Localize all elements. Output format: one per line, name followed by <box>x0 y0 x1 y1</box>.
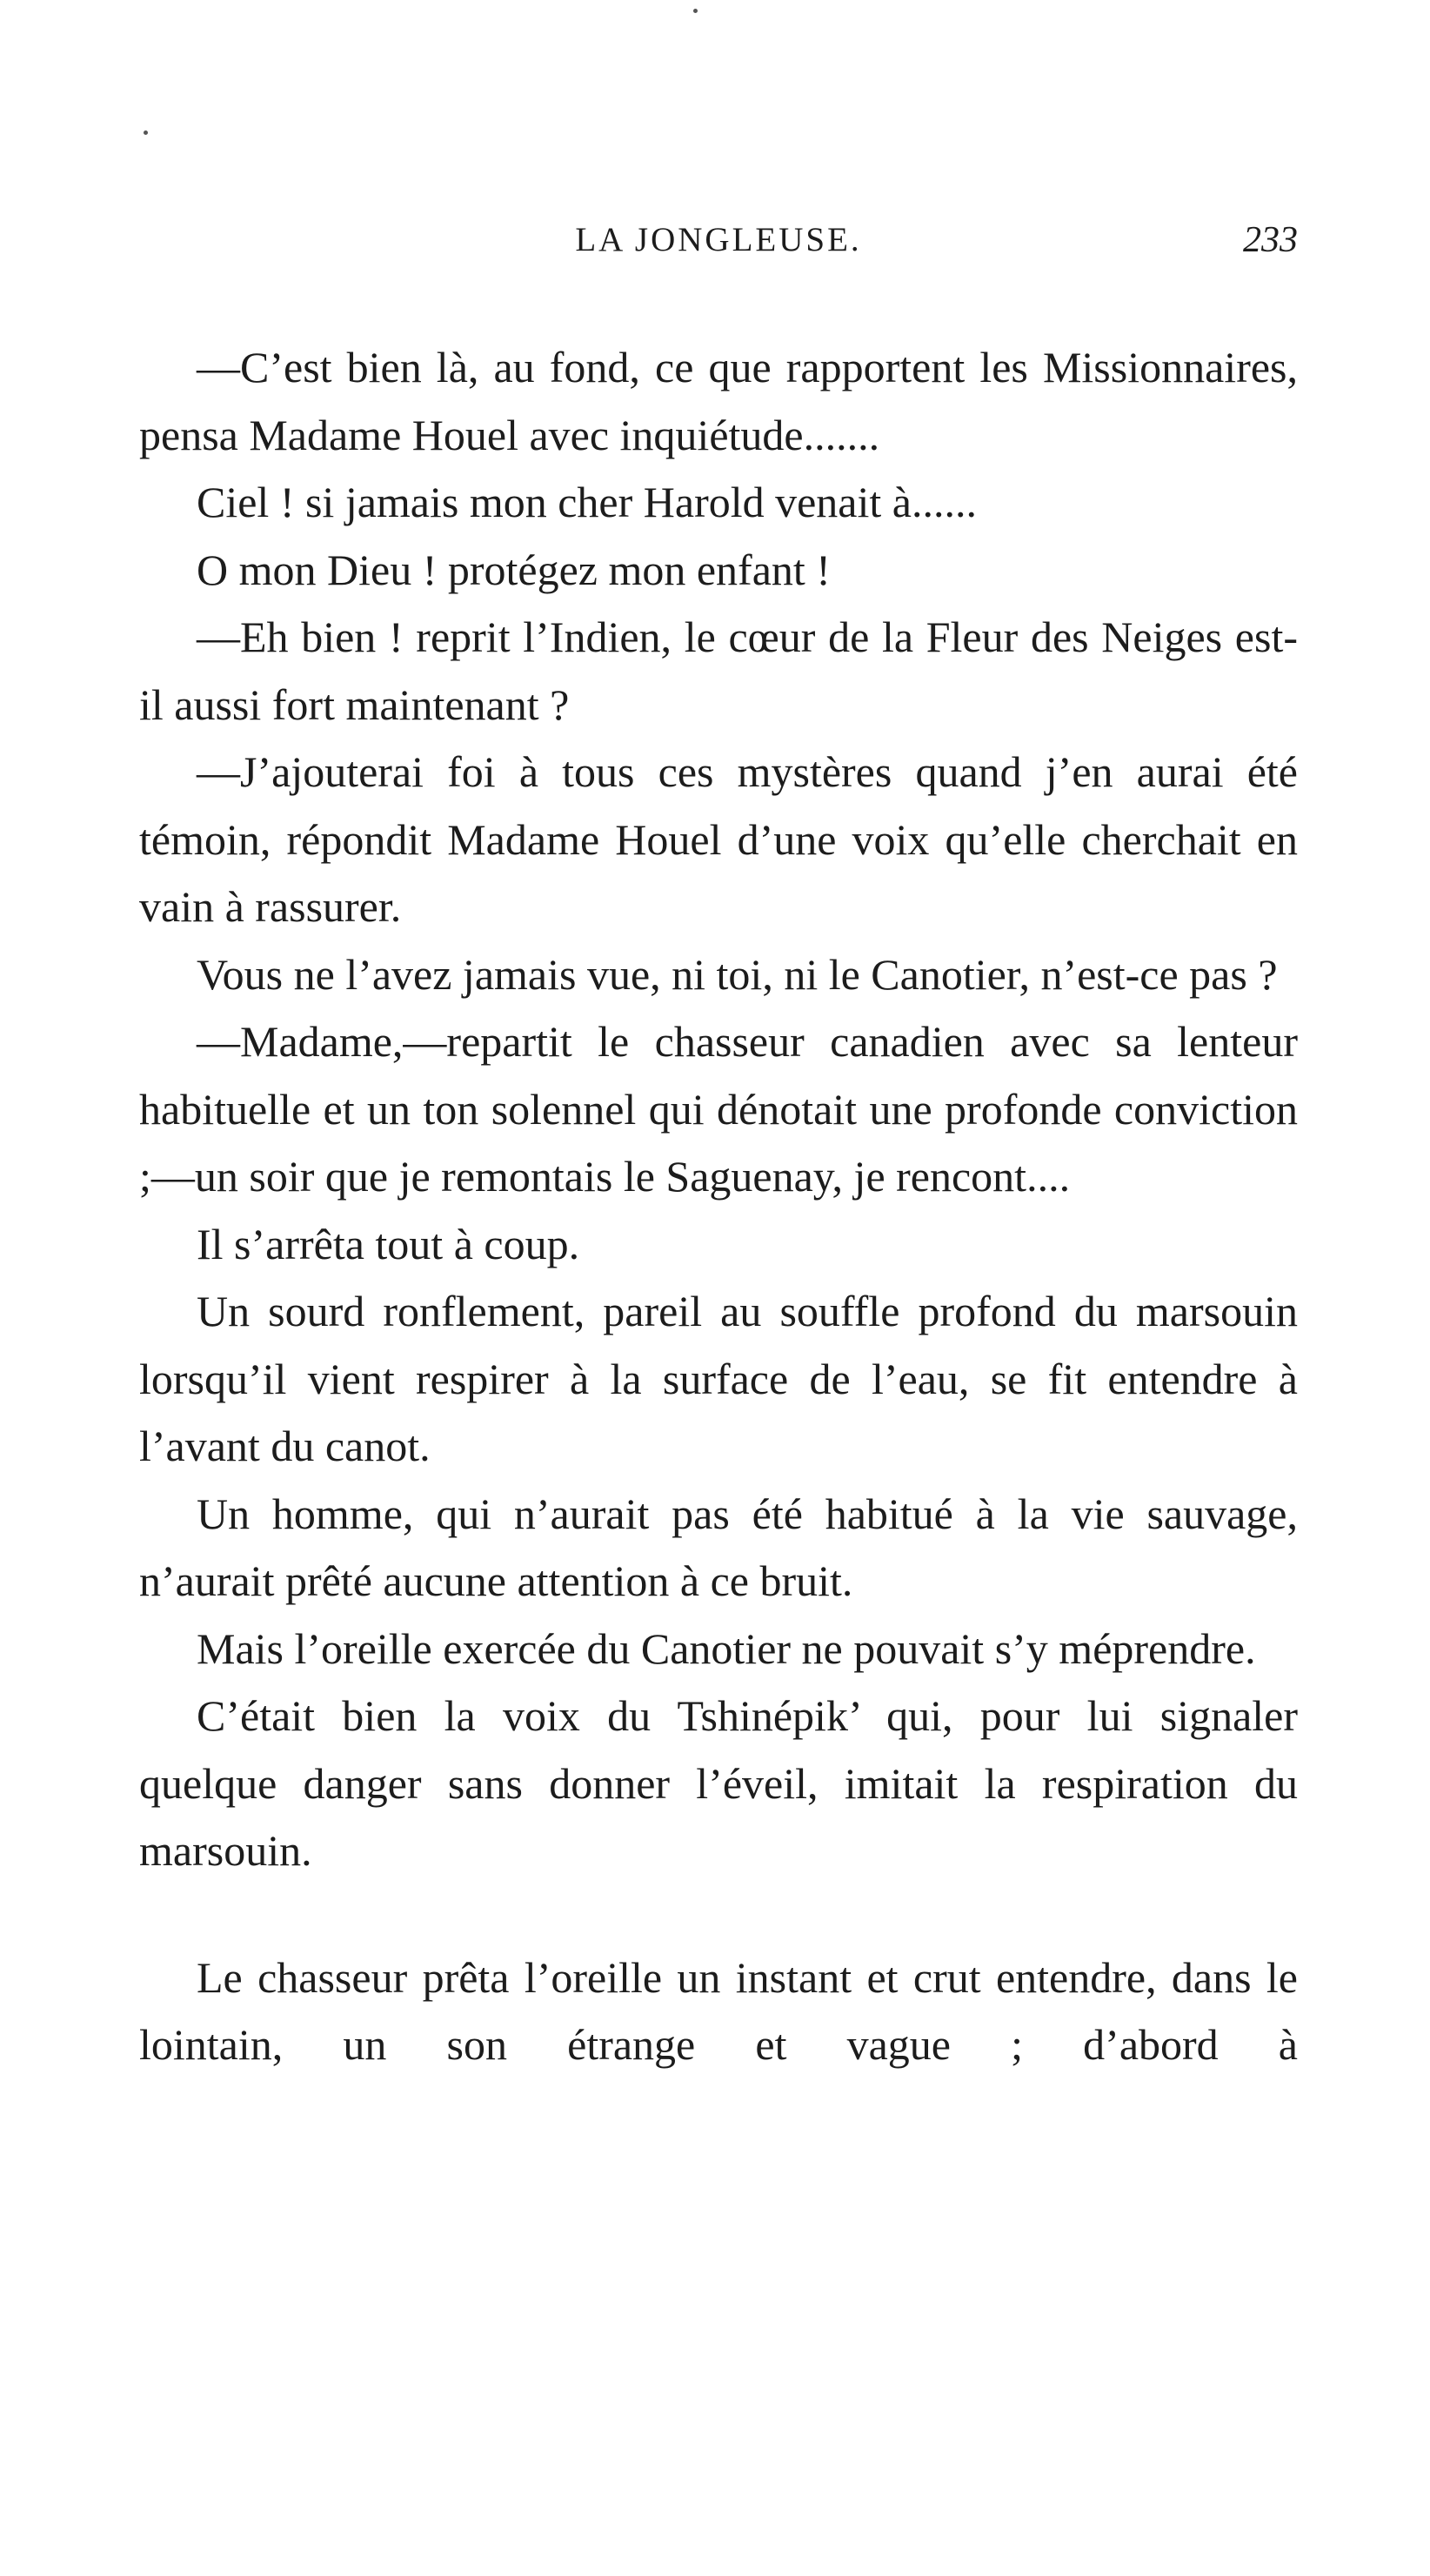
paragraph: Le chasseur prêta l’oreille un instant et crut entendre, dans le lointain, un son étrange et vague ; d’abord à <box>139 1952 1298 2069</box>
paragraph: —J’ajouterai foi à tous ces mystères quand j’en aurai été témoin, répondit Madame Houel d’une voix qu’elle cherchait en vain à rassurer. <box>139 747 1298 931</box>
paragraph: Il s’arrêta tout à coup. <box>197 1219 580 1268</box>
page-number: 233 <box>1243 220 1298 260</box>
paragraph: Vous ne l’avez jamais vue, ni toi, ni le Canotier, n’est-ce pas ? <box>197 949 1278 999</box>
paragraph: Ciel ! si jamais mon cher Harold venait à...... <box>197 478 977 526</box>
stray-mark <box>693 9 698 13</box>
stray-mark <box>144 130 148 135</box>
page-header <box>139 214 1298 266</box>
paragraph: Mais l’oreille exercée du Canotier ne pouvait s’y méprendre. <box>197 1623 1256 1673</box>
body-text <box>139 334 1298 2079</box>
paragraph: C’était bien la voix du Tshinépik’ qui, pour lui signaler quelque danger sans donner l’éveil, imitait la respiration du marsouin. <box>139 1691 1298 1875</box>
paragraph: —C’est bien là, au fond, ce que rapportent les Missionnaires, pensa Madame Houel avec inquiétude....... <box>139 343 1298 459</box>
paragraph: Un homme, qui n’aurait pas été habitué à la vie sauvage, n’aurait prêté aucune attention à ce bruit. <box>139 1489 1298 1605</box>
paragraph: —Eh bien ! reprit l’Indien, le cœur de la Fleur des Neiges est-il aussi fort maintenant ? <box>139 612 1298 729</box>
paragraph: —Madame,—repartit le chasseur canadien avec sa lenteur habituelle et un ton solennel qui dénotait une profonde conviction ;—un soir que je remontais le Saguenay, je rencont.... <box>139 1017 1298 1201</box>
running-title: LA JONGLEUSE. <box>575 221 862 258</box>
paragraph: O mon Dieu ! protégez mon enfant ! <box>197 545 831 594</box>
paragraph: Un sourd ronflement, pareil au souffle profond du marsouin lorsqu’il vient respirer à la surface de l’eau, se fit entendre à l’avant du canot. <box>139 1287 1298 1470</box>
